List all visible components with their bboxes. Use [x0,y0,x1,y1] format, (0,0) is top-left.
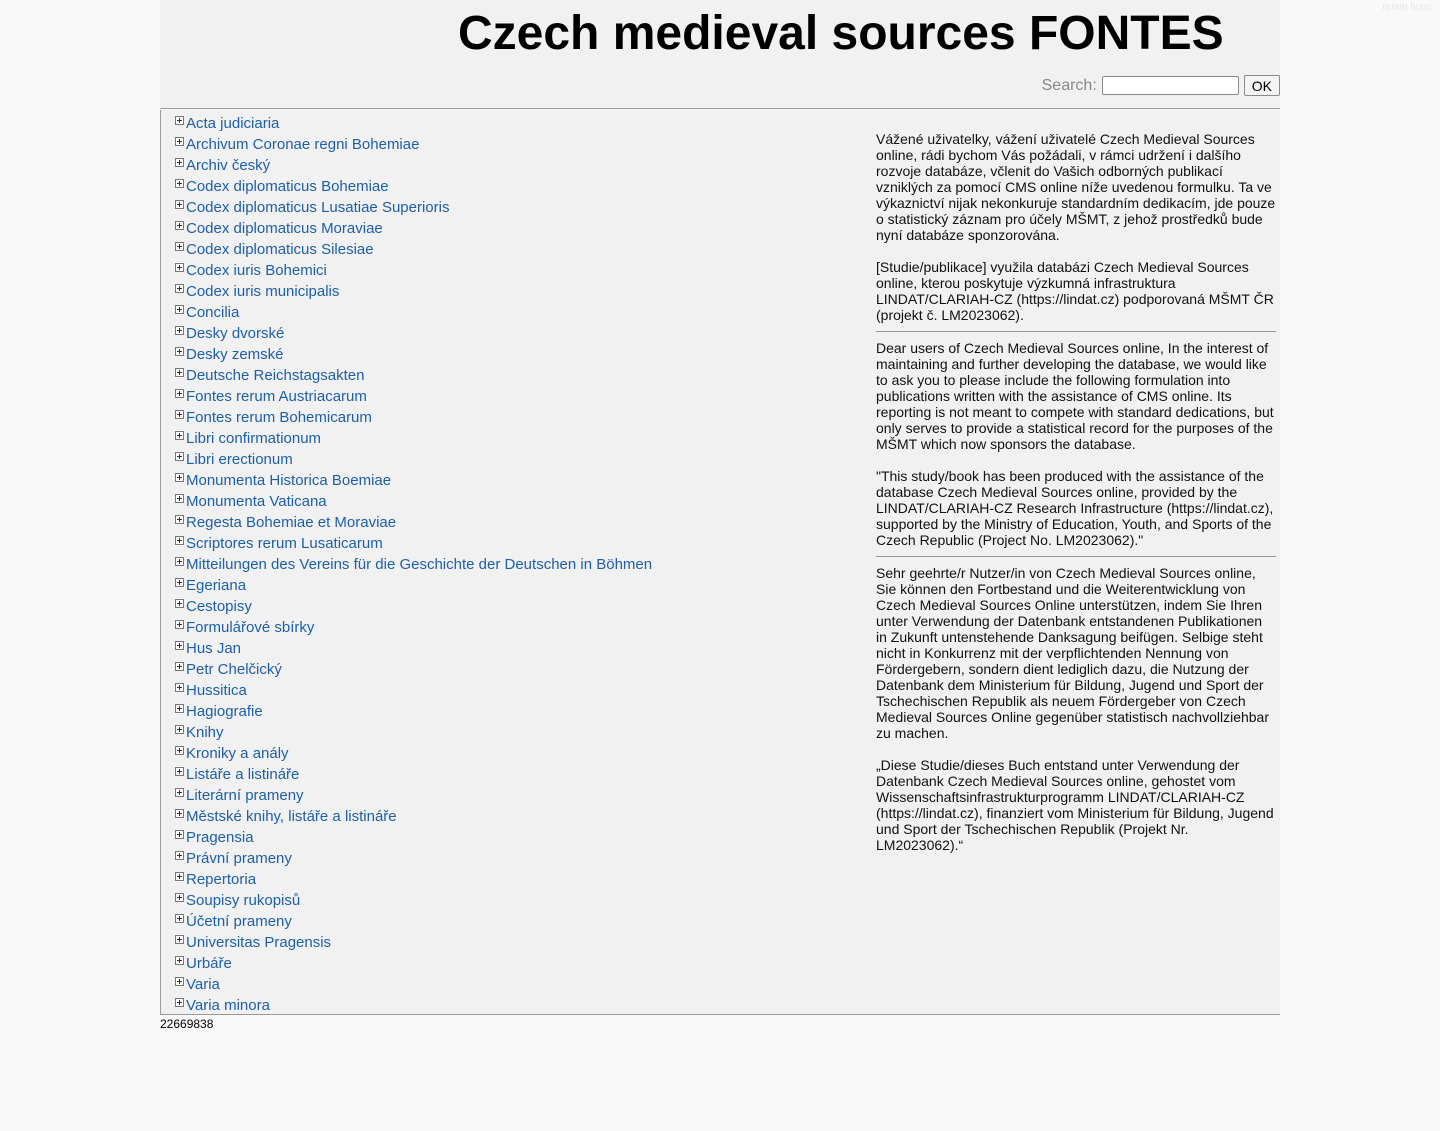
tree-item [175,556,652,577]
tree-item [175,577,652,598]
expand-plus-icon[interactable] [175,263,184,272]
expand-plus-icon[interactable] [175,872,184,881]
tree-item-link[interactable]: Universitas Pragensis [186,934,332,951]
tree-item [175,430,652,451]
tree-item-link[interactable]: Cestopisy [186,598,252,615]
tree-item-link[interactable]: Hagiografie [186,703,263,720]
tree-item-link[interactable]: Soupisy rukopisů [186,892,301,909]
ok-button[interactable]: OK [1244,75,1280,96]
tree-item-link[interactable]: Desky dvorské [186,325,285,342]
tree-item [175,892,652,913]
tree-item [175,682,652,703]
tree-item [175,199,652,220]
notice-en-formula: "This study/book has been produced with the assistance of the database Czech Medieval Sources online, provided by the LINDAT/CLARIAH-CZ Research Infrastructure (https://lindat.cz), supported by the Ministry of Education, Youth, and Sports of the Czech Republic (Project No. LM2023062)." [876,468,1274,548]
tree-item [175,472,652,493]
expand-plus-icon[interactable] [175,809,184,818]
expand-plus-icon[interactable] [175,221,184,230]
header [160,0,1280,109]
tree-item-link[interactable]: Fontes rerum Bohemicarum [186,409,372,426]
visit-counter: 22669838 [160,1017,214,1031]
tree-item-link[interactable]: Egeriana [186,577,247,594]
expand-plus-icon[interactable] [175,662,184,671]
tree-item-link[interactable]: Acta judiciaria [186,115,280,132]
tree-item [175,514,652,535]
expand-plus-icon[interactable] [175,452,184,461]
tree-item [175,766,652,787]
expand-plus-icon[interactable] [175,998,184,1007]
tree-item-link[interactable]: Fontes rerum Austriacarum [186,388,367,405]
expand-plus-icon[interactable] [175,914,184,923]
expand-plus-icon[interactable] [175,977,184,986]
search-label: Search: [1041,76,1097,94]
page-title: Czech medieval sources FONTES [458,7,1224,60]
expand-plus-icon[interactable] [175,620,184,629]
tree-item [175,703,652,724]
tree-item-link[interactable]: Mitteilungen des Vereins für die Geschichte der Deutschen in Böhmen [186,556,653,573]
corner-text: quam hunc [1382,2,1432,13]
expand-plus-icon[interactable] [175,851,184,860]
tree-item [175,913,652,934]
tree-item [175,934,652,955]
divider [876,556,1276,557]
divider [876,331,1276,332]
tree-item [175,178,652,199]
tree-item-link[interactable]: Právní prameny [186,850,292,867]
tree-item [175,115,652,136]
tree-item [175,346,652,367]
tree-item [175,850,652,871]
expand-plus-icon[interactable] [175,599,184,608]
expand-plus-icon[interactable] [175,389,184,398]
tree-item-link[interactable]: Archiv český [186,157,271,174]
expand-plus-icon[interactable] [175,935,184,944]
tree-item-link[interactable]: Desky zemské [186,346,284,363]
tree-item [175,493,652,514]
expand-plus-icon[interactable] [175,788,184,797]
expand-plus-icon[interactable] [175,830,184,839]
expand-plus-icon[interactable] [175,956,184,965]
tree-item [175,304,652,325]
tree-item-link[interactable]: Repertoria [186,871,257,888]
expand-plus-icon[interactable] [175,368,184,377]
notice-cz-request: Vážené uživatelky, vážení uživatelé Czech Medieval Sources online, rádi bychom Vás požádali, v rámci udržení i dalšího rozvoje databáze, včlenit do Vašich odborných publikací vzniklých za pomocí CMS online níže uvedenou formulku. Ta ve výkaznictví nijak nekonkuruje standardním dedikacím, jde pouze o statistický záznam pro účely MŠMT, z jehož prostředků bude nyní databáze sponzorována. [876,131,1276,243]
tree-item [175,451,652,472]
tree-item [175,241,652,262]
tree-item [175,829,652,850]
tree-item-link[interactable]: Regesta Bohemiae et Moraviae [186,514,397,531]
expand-plus-icon[interactable] [175,683,184,692]
tree-item-link[interactable]: Listáře a listináře [186,766,300,783]
citation-notice [876,131,1276,869]
tree-item-link[interactable]: Urbáře [186,955,232,972]
expand-plus-icon[interactable] [175,116,184,125]
search-input[interactable] [1102,76,1239,95]
tree-item [175,976,652,997]
tree-item-link[interactable]: Codex diplomaticus Moraviae [186,220,383,237]
expand-plus-icon[interactable] [175,893,184,902]
tree-item-link[interactable]: Varia minora [186,997,270,1014]
expand-plus-icon[interactable] [175,494,184,503]
collection-tree [175,115,652,1018]
expand-plus-icon[interactable] [175,557,184,566]
tree-item-link[interactable]: Codex diplomaticus Silesiae [186,241,374,258]
tree-item-link[interactable]: Literární prameny [186,787,304,804]
tree-item [175,871,652,892]
tree-item [175,808,652,829]
tree-item-link[interactable]: Knihy [186,724,224,741]
tree-item [175,367,652,388]
tree-item [175,997,652,1018]
tree-item-link[interactable]: Účetní prameny [186,913,292,930]
expand-plus-icon[interactable] [175,242,184,251]
tree-item-link[interactable]: Pragensia [186,829,254,846]
tree-item [175,619,652,640]
expand-plus-icon[interactable] [175,284,184,293]
tree-item [175,955,652,976]
notice-de-formula: „Diese Studie/dieses Buch entstand unter Verwendung der Datenbank Czech Medieval Sources online, gehostet vom Wissenschaftsinfrastrukturprogramm LINDAT/CLARIAH-CZ (https://lindat.cz), finanziert vom Ministerium für Bildung, Jugend und Sport der Tschechischen Republik (Projekt Nr. LM2023062).“ [876,757,1274,853]
expand-plus-icon[interactable] [175,305,184,314]
tree-item [175,787,652,808]
tree-item [175,388,652,409]
tree-item-link[interactable]: Concilia [186,304,240,321]
tree-item [175,640,652,661]
expand-plus-icon[interactable] [175,473,184,482]
tree-item-link[interactable]: Libri confirmationum [186,430,322,447]
tree-item-link[interactable]: Formulářové sbírky [186,619,315,636]
expand-plus-icon[interactable] [175,410,184,419]
tree-item-link[interactable]: Hussitica [186,682,247,699]
tree-item [175,220,652,241]
tree-item-link[interactable]: Petr Chelčický [186,661,282,678]
notice-en-request: Dear users of Czech Medieval Sources online, In the interest of maintaining and further developing the database, we would like to ask you to please include the following formulation into publications written with the assistance of CMS online. Its reporting is not meant to compete with standard dedications, but only serves to provide a statistical record for the purposes of the MŠMT which now sponsors the database. [876,340,1274,452]
expand-plus-icon[interactable] [175,179,184,188]
tree-item-link[interactable]: Archivum Coronae regni Bohemiae [186,136,420,153]
expand-plus-icon[interactable] [175,347,184,356]
expand-plus-icon[interactable] [175,704,184,713]
content-panel [160,110,1280,1015]
expand-plus-icon[interactable] [175,578,184,587]
tree-item-link[interactable]: Hus Jan [186,640,242,657]
tree-item [175,724,652,745]
search-form [1042,75,1280,96]
expand-plus-icon[interactable] [175,536,184,545]
tree-item-link[interactable]: Deutsche Reichstagsakten [186,367,365,384]
expand-plus-icon[interactable] [175,158,184,167]
tree-item-link[interactable]: Monumenta Vaticana [186,493,327,510]
tree-item [175,409,652,430]
tree-item [175,283,652,304]
tree-item-link[interactable]: Libri erectionum [186,451,293,468]
tree-item [175,262,652,283]
expand-plus-icon[interactable] [175,200,184,209]
expand-plus-icon[interactable] [175,725,184,734]
tree-item-link[interactable]: Kroniky a anály [186,745,289,762]
tree-item [175,325,652,346]
tree-item-link[interactable]: Codex diplomaticus Bohemiae [186,178,389,195]
page-wrapper [160,0,1280,1015]
expand-plus-icon[interactable] [175,767,184,776]
expand-plus-icon[interactable] [175,515,184,524]
tree-item [175,661,652,682]
notice-cz-formula: [Studie/publikace] využila databázi Czech Medieval Sources online, kterou poskytuje výzkumná infrastruktura LINDAT/CLARIAH-CZ (https://lindat.cz) podporovaná MŠMT ČR (projekt č. LM2023062). [876,259,1274,323]
tree-item-link[interactable]: Codex diplomaticus Lusatiae Superioris [186,199,450,216]
tree-item [175,598,652,619]
tree-item-link[interactable]: Monumenta Historica Boemiae [186,472,392,489]
expand-plus-icon[interactable] [175,137,184,146]
tree-item [175,745,652,766]
tree-item-link[interactable]: Scriptores rerum Lusaticarum [186,535,383,552]
expand-plus-icon[interactable] [175,431,184,440]
expand-plus-icon[interactable] [175,326,184,335]
tree-item-link[interactable]: Codex iuris Bohemici [186,262,327,279]
tree-item [175,535,652,556]
tree-item [175,157,652,178]
tree-item-link[interactable]: Codex iuris municipalis [186,283,340,300]
tree-item-link[interactable]: Varia [186,976,220,993]
expand-plus-icon[interactable] [175,746,184,755]
notice-de-request: Sehr geehrte/r Nutzer/in von Czech Medieval Sources online, Sie können den Fortbestand und die Weiterentwicklung von Czech Medieval Sources Online unterstützen, indem Sie Ihren unter Verwendung der Datenbank entstandenen Publikationen in Zukunft untenstehende Danksagung beifügen. Selbige steht nicht in Konkurrenz mit der verpflichtenden Nennung von Fördergebern, sondern dient lediglich dazu, die Nutzung der Datenbank dem Ministerium für Bildung, Jugend und Sport der Tschechischen Republik als neuem Fördergeber von Czech Medieval Sources Online gegenüber statistisch nachvollziehbar zu machen. [876,565,1269,741]
tree-item-link[interactable]: Městské knihy, listáře a listináře [186,808,397,825]
expand-plus-icon[interactable] [175,641,184,650]
tree-item [175,136,652,157]
